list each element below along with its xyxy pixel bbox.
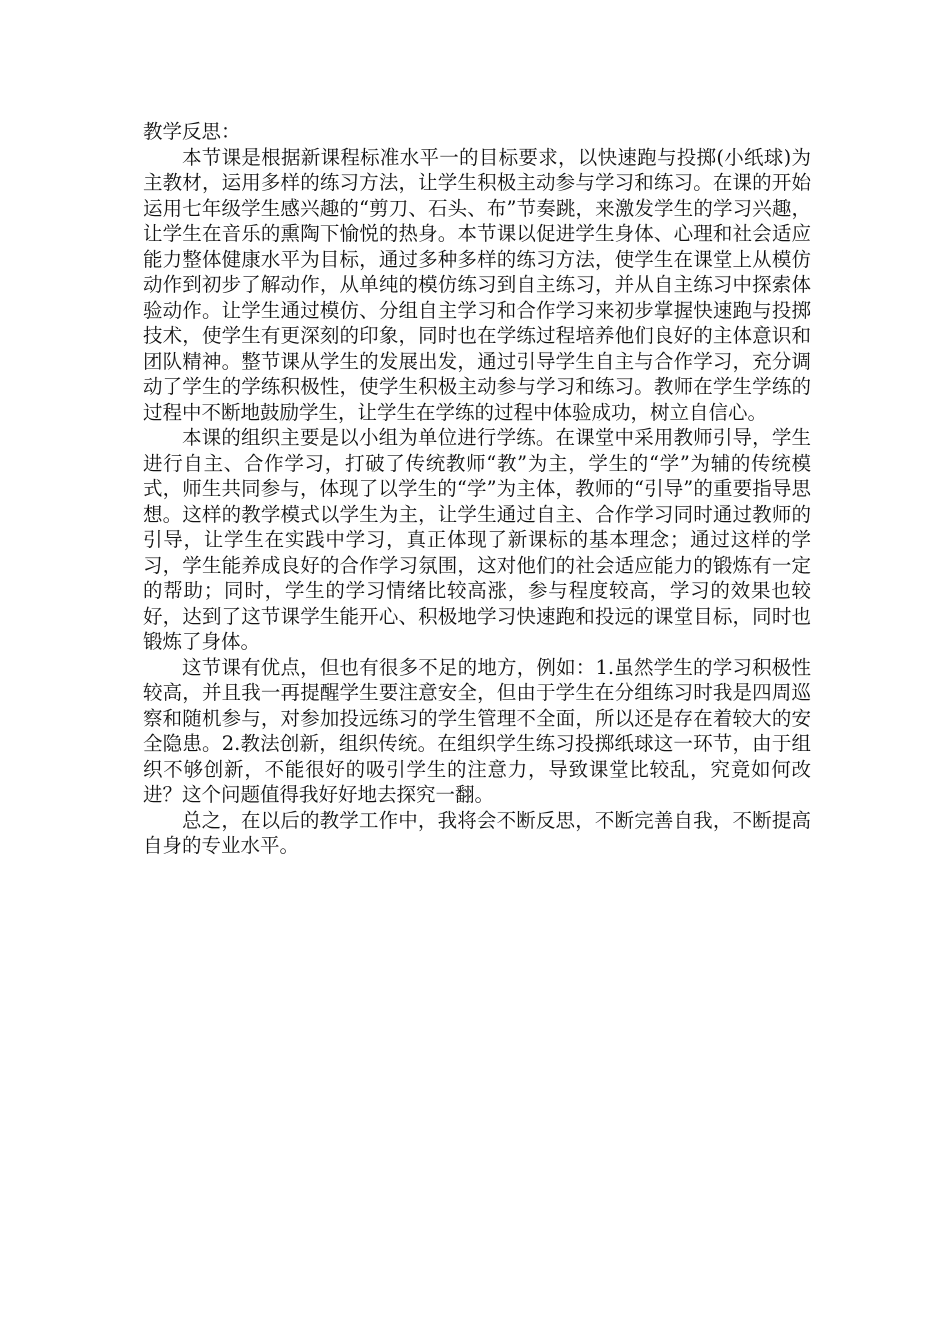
document-title: 教学反思： [143,120,241,143]
paragraph-2: 本课的组织主要是以小组为单位进行学练。在课堂中采用教师引导，学生进行自主、合作学习，打破了传统教师“教”为主，学生的“学”为辅的传统模式，师生共同参与，体现了以学生的“学”为主体，教师的“引导”的重要指导思想。这样的教学模式以学生为主，让学生通过自主、合作学习同时通过教师的引导，让学生在实践中学习，真正体现了新课标的基本理念；通过这样的学习，学生能养成良好的合作学习氛围，这对他们的社会适应能力的锻炼有一定的帮助；同时，学生的学习情绪比较高涨，参与程度较高，学习的效果也较好，达到了这节课学生能开心、积极地学习快速跑和投远的课堂目标，同时也锻炼了身体。 [143,426,811,653]
document-body [143,119,811,859]
paragraph-1: 本节课是根据新课程标准水平一的目标要求，以快速跑与投掷(小纸球)为主教材，运用多样的练习方法，让学生积极主动参与学习和练习。在课的开始运用七年级学生感兴趣的“剪刀、石头、布”节奏跳，来激发学生的学习兴趣，让学生在音乐的熏陶下愉悦的热身。本节课以促进学生身体、心理和社会适应能力整体健康水平为目标，通过多种多样的练习方法，使学生在课堂上从模仿动作到初步了解动作，从单纯的模仿练习到自主练习，并从自主练习中探索体验动作。让学生通过模仿、分组自主学习和合作学习来初步掌握快速跑与投掷技术，使学生有更深刻的印象，同时也在学练过程培养他们良好的主体意识和团队精神。整节课从学生的发展出发，通过引导学生自主与合作学习，充分调动了学生的学练积极性，使学生积极主动参与学习和练习。教师在学生学练的过程中不断地鼓励学生，让学生在学练的过程中体验成功，树立自信心。 [143,145,811,424]
paragraph-4: 总之，在以后的教学工作中，我将会不断反思，不断完善自我，不断提高自身的专业水平。 [143,808,811,857]
paragraph-3: 这节课有优点，但也有很多不足的地方，例如：1.虽然学生的学习积极性较高，并且我一再提醒学生要注意安全，但由于学生在分组练习时我是四周巡察和随机参与，对参加投远练习的学生管理不全面，所以还是存在着较大的安全隐患。2.教法创新，组织传统。在组织学生练习投掷纸球这一环节，由于组织不够创新，不能很好的吸引学生的注意力，导致课堂比较乱，究竟如何改进？这个问题值得我好好地去探究一翻。 [143,655,811,806]
